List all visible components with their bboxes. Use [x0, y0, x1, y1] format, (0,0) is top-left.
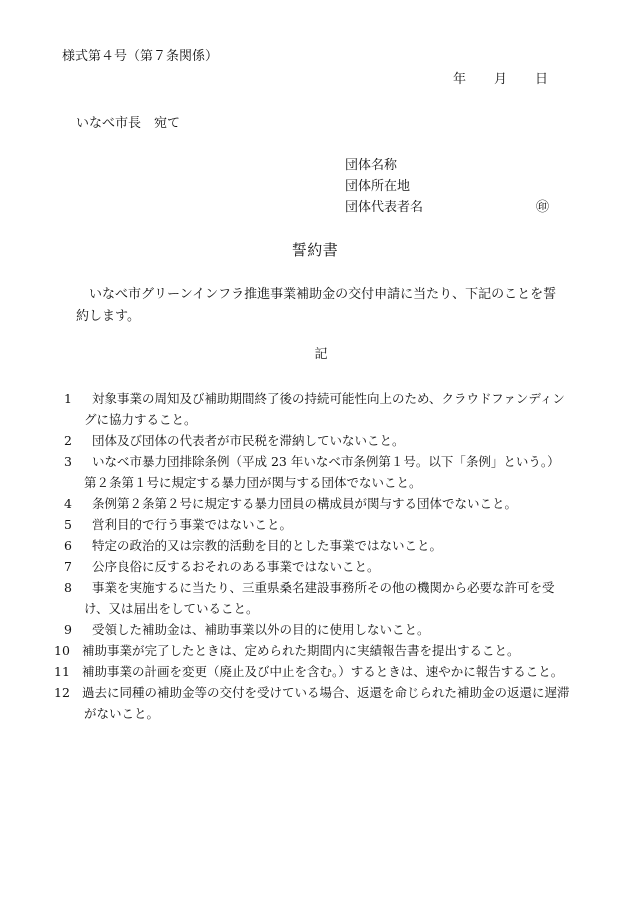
intro-paragraph: いなべ市グリーンインフラ推進事業補助金の交付申請に当たり、下記のことを誓約します。 — [76, 287, 557, 324]
pledge-text: いなべ市暴力団排除条例（平成 23 年いなべ市条例第１号。以下「条例」という。）第２条第１号に規定する暴力団が関与する団体でないこと。 — [84, 454, 560, 490]
pledge-number: 10 — [54, 643, 70, 658]
pledge-item-1 — [42, 388, 570, 430]
pledge-number: 7 — [64, 559, 72, 574]
date-year: 年 — [452, 72, 466, 87]
pledge-number: 3 — [64, 454, 72, 469]
date-day: 日 — [534, 72, 548, 87]
pledge-number: 12 — [54, 685, 70, 700]
pledge-text: 対象事業の周知及び補助期間終了後の持続可能性向上のため、クラウドファンディングに協力すること。 — [84, 391, 565, 427]
pledge-list — [54, 388, 570, 724]
ki-heading: 記 — [314, 347, 328, 362]
pledge-number: 9 — [64, 622, 72, 637]
org-address-row — [345, 176, 555, 197]
pledge-item-8 — [42, 577, 570, 619]
pledge-item-5 — [42, 514, 570, 535]
pledge-text: 受領した補助金は、補助事業以外の目的に使用しないこと。 — [92, 622, 430, 637]
pledge-text: 団体及び団体の代表者が市民税を滞納していないこと。 — [92, 433, 405, 448]
pledge-item-3 — [42, 451, 570, 493]
seal-mark: ㊞ — [535, 200, 549, 215]
org-name-label: 団体名称 — [345, 158, 398, 173]
document-title: 誓約書 — [291, 241, 339, 259]
org-representative-label: 団体代表者名 — [345, 200, 424, 215]
pledge-text: 営利目的で行う事業ではないこと。 — [92, 517, 293, 532]
pledge-number: 1 — [64, 391, 72, 406]
pledge-item-11 — [42, 661, 570, 682]
date-line — [453, 70, 548, 91]
pledge-text: 補助事業の計画を変更（廃止及び中止を含む。）するときは、速やかに報告すること。 — [82, 664, 564, 679]
pledge-item-9 — [42, 619, 570, 640]
pledge-text: 事業を実施するに当たり、三重県桑名建設事務所その他の機関から必要な許可を受け、又は届出をしていること。 — [84, 580, 555, 616]
org-address-label: 団体所在地 — [345, 179, 411, 194]
pledge-item-4 — [42, 493, 570, 514]
pledge-text: 条例第２条第２号に規定する暴力団員の構成員が関与する団体でないこと。 — [92, 496, 518, 511]
pledge-number: 5 — [64, 517, 72, 532]
pledge-text: 補助事業が完了したときは、定められた期間内に実績報告書を提出すること。 — [82, 643, 520, 658]
form-number: 様式第４号（第７条関係） — [62, 49, 219, 64]
pledge-text: 特定の政治的又は宗教的活動を目的とした事業ではないこと。 — [92, 538, 443, 553]
pledge-number: 4 — [64, 496, 72, 511]
pledge-item-10 — [42, 640, 570, 661]
pledge-number: 11 — [54, 664, 70, 679]
addressee: いなべ市長 宛て — [76, 116, 181, 131]
pledge-number: 8 — [64, 580, 72, 595]
pledge-number: 6 — [64, 538, 72, 553]
org-name-row — [345, 155, 555, 176]
pledge-item-12 — [42, 682, 570, 724]
org-representative-row — [345, 197, 555, 218]
pledge-item-2 — [42, 430, 570, 451]
pledge-item-7 — [42, 556, 570, 577]
pledge-number: 2 — [64, 433, 72, 448]
pledge-text: 公序良俗に反するおそれのある事業ではないこと。 — [92, 559, 380, 574]
date-month: 月 — [493, 72, 507, 87]
pledge-item-6 — [42, 535, 570, 556]
pledge-text: 過去に同種の補助金等の交付を受けている場合、返還を命じられた補助金の返還に遅滞がないこと。 — [82, 685, 570, 721]
organization-block — [345, 155, 555, 218]
